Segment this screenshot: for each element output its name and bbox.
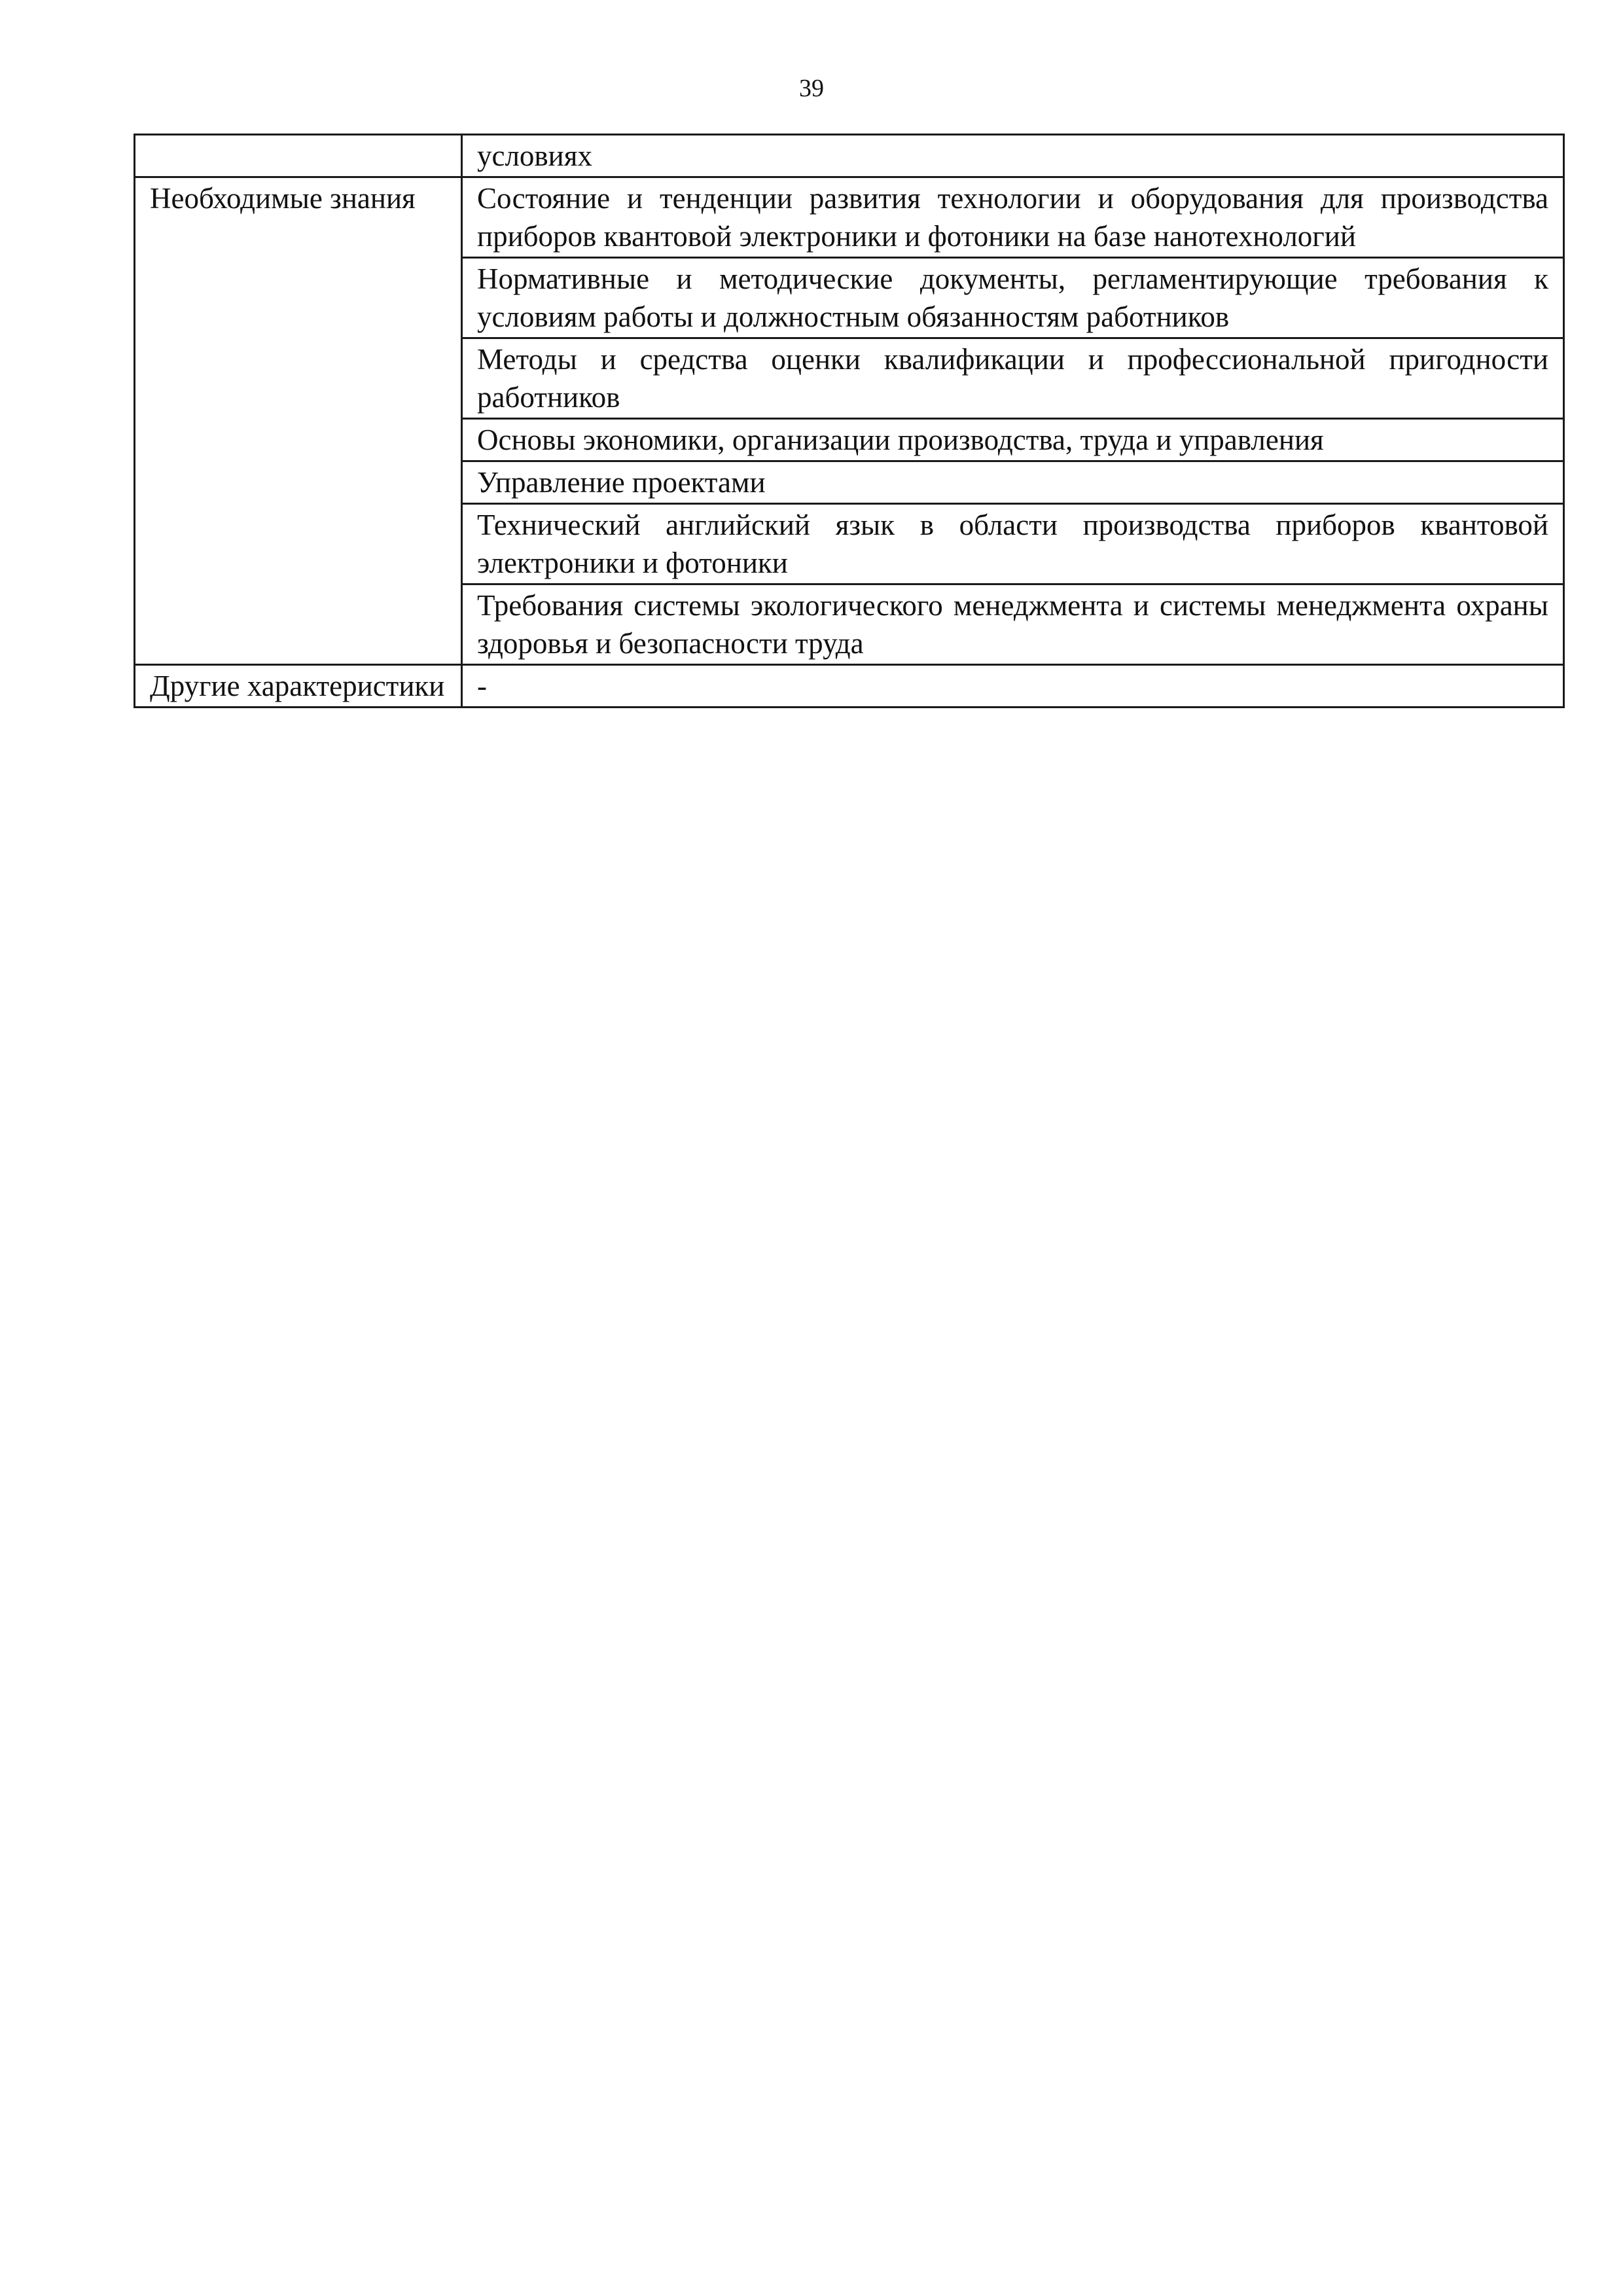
row-value bbox=[462, 135, 1564, 177]
row-value-text: Состояние и тенденции развития технологии и оборудования для производства приборов квантовой электроники и фотоники на базе нанотехнологий bbox=[477, 182, 1548, 253]
requirements-table bbox=[134, 134, 1565, 708]
table-row bbox=[135, 665, 1564, 708]
table-row bbox=[135, 177, 1564, 258]
page-number: 39 bbox=[799, 75, 824, 102]
row-value bbox=[462, 584, 1564, 665]
row-value-text: условиях bbox=[477, 139, 592, 172]
row-label-other: Другие характеристики bbox=[135, 665, 462, 708]
row-value-text: Управление проектами bbox=[477, 466, 766, 499]
row-value bbox=[462, 338, 1564, 419]
row-value bbox=[462, 258, 1564, 338]
row-value bbox=[462, 461, 1564, 504]
row-value bbox=[462, 665, 1564, 708]
row-value bbox=[462, 504, 1564, 584]
row-value-text: Основы экономики, организации производства, труда и управления bbox=[477, 423, 1324, 456]
row-label-knowledge: Необходимые знания bbox=[135, 177, 462, 665]
row-value-text: Технический английский язык в области производства приборов квантовой электроники и фотоники bbox=[477, 509, 1548, 579]
row-value-text: - bbox=[477, 670, 487, 702]
row-value bbox=[462, 419, 1564, 461]
row-value bbox=[462, 177, 1564, 258]
row-value-text: Требования системы экологического менеджмента и системы менеджмента охраны здоровья и безопасности труда bbox=[477, 589, 1548, 660]
row-value-text: Нормативные и методические документы, регламентирующие требования к условиям работы и должностным обязанностям работников bbox=[477, 262, 1548, 333]
row-label bbox=[135, 135, 462, 177]
row-value-text: Методы и средства оценки квалификации и профессиональной пригодности работников bbox=[477, 343, 1548, 414]
table-row bbox=[135, 135, 1564, 177]
